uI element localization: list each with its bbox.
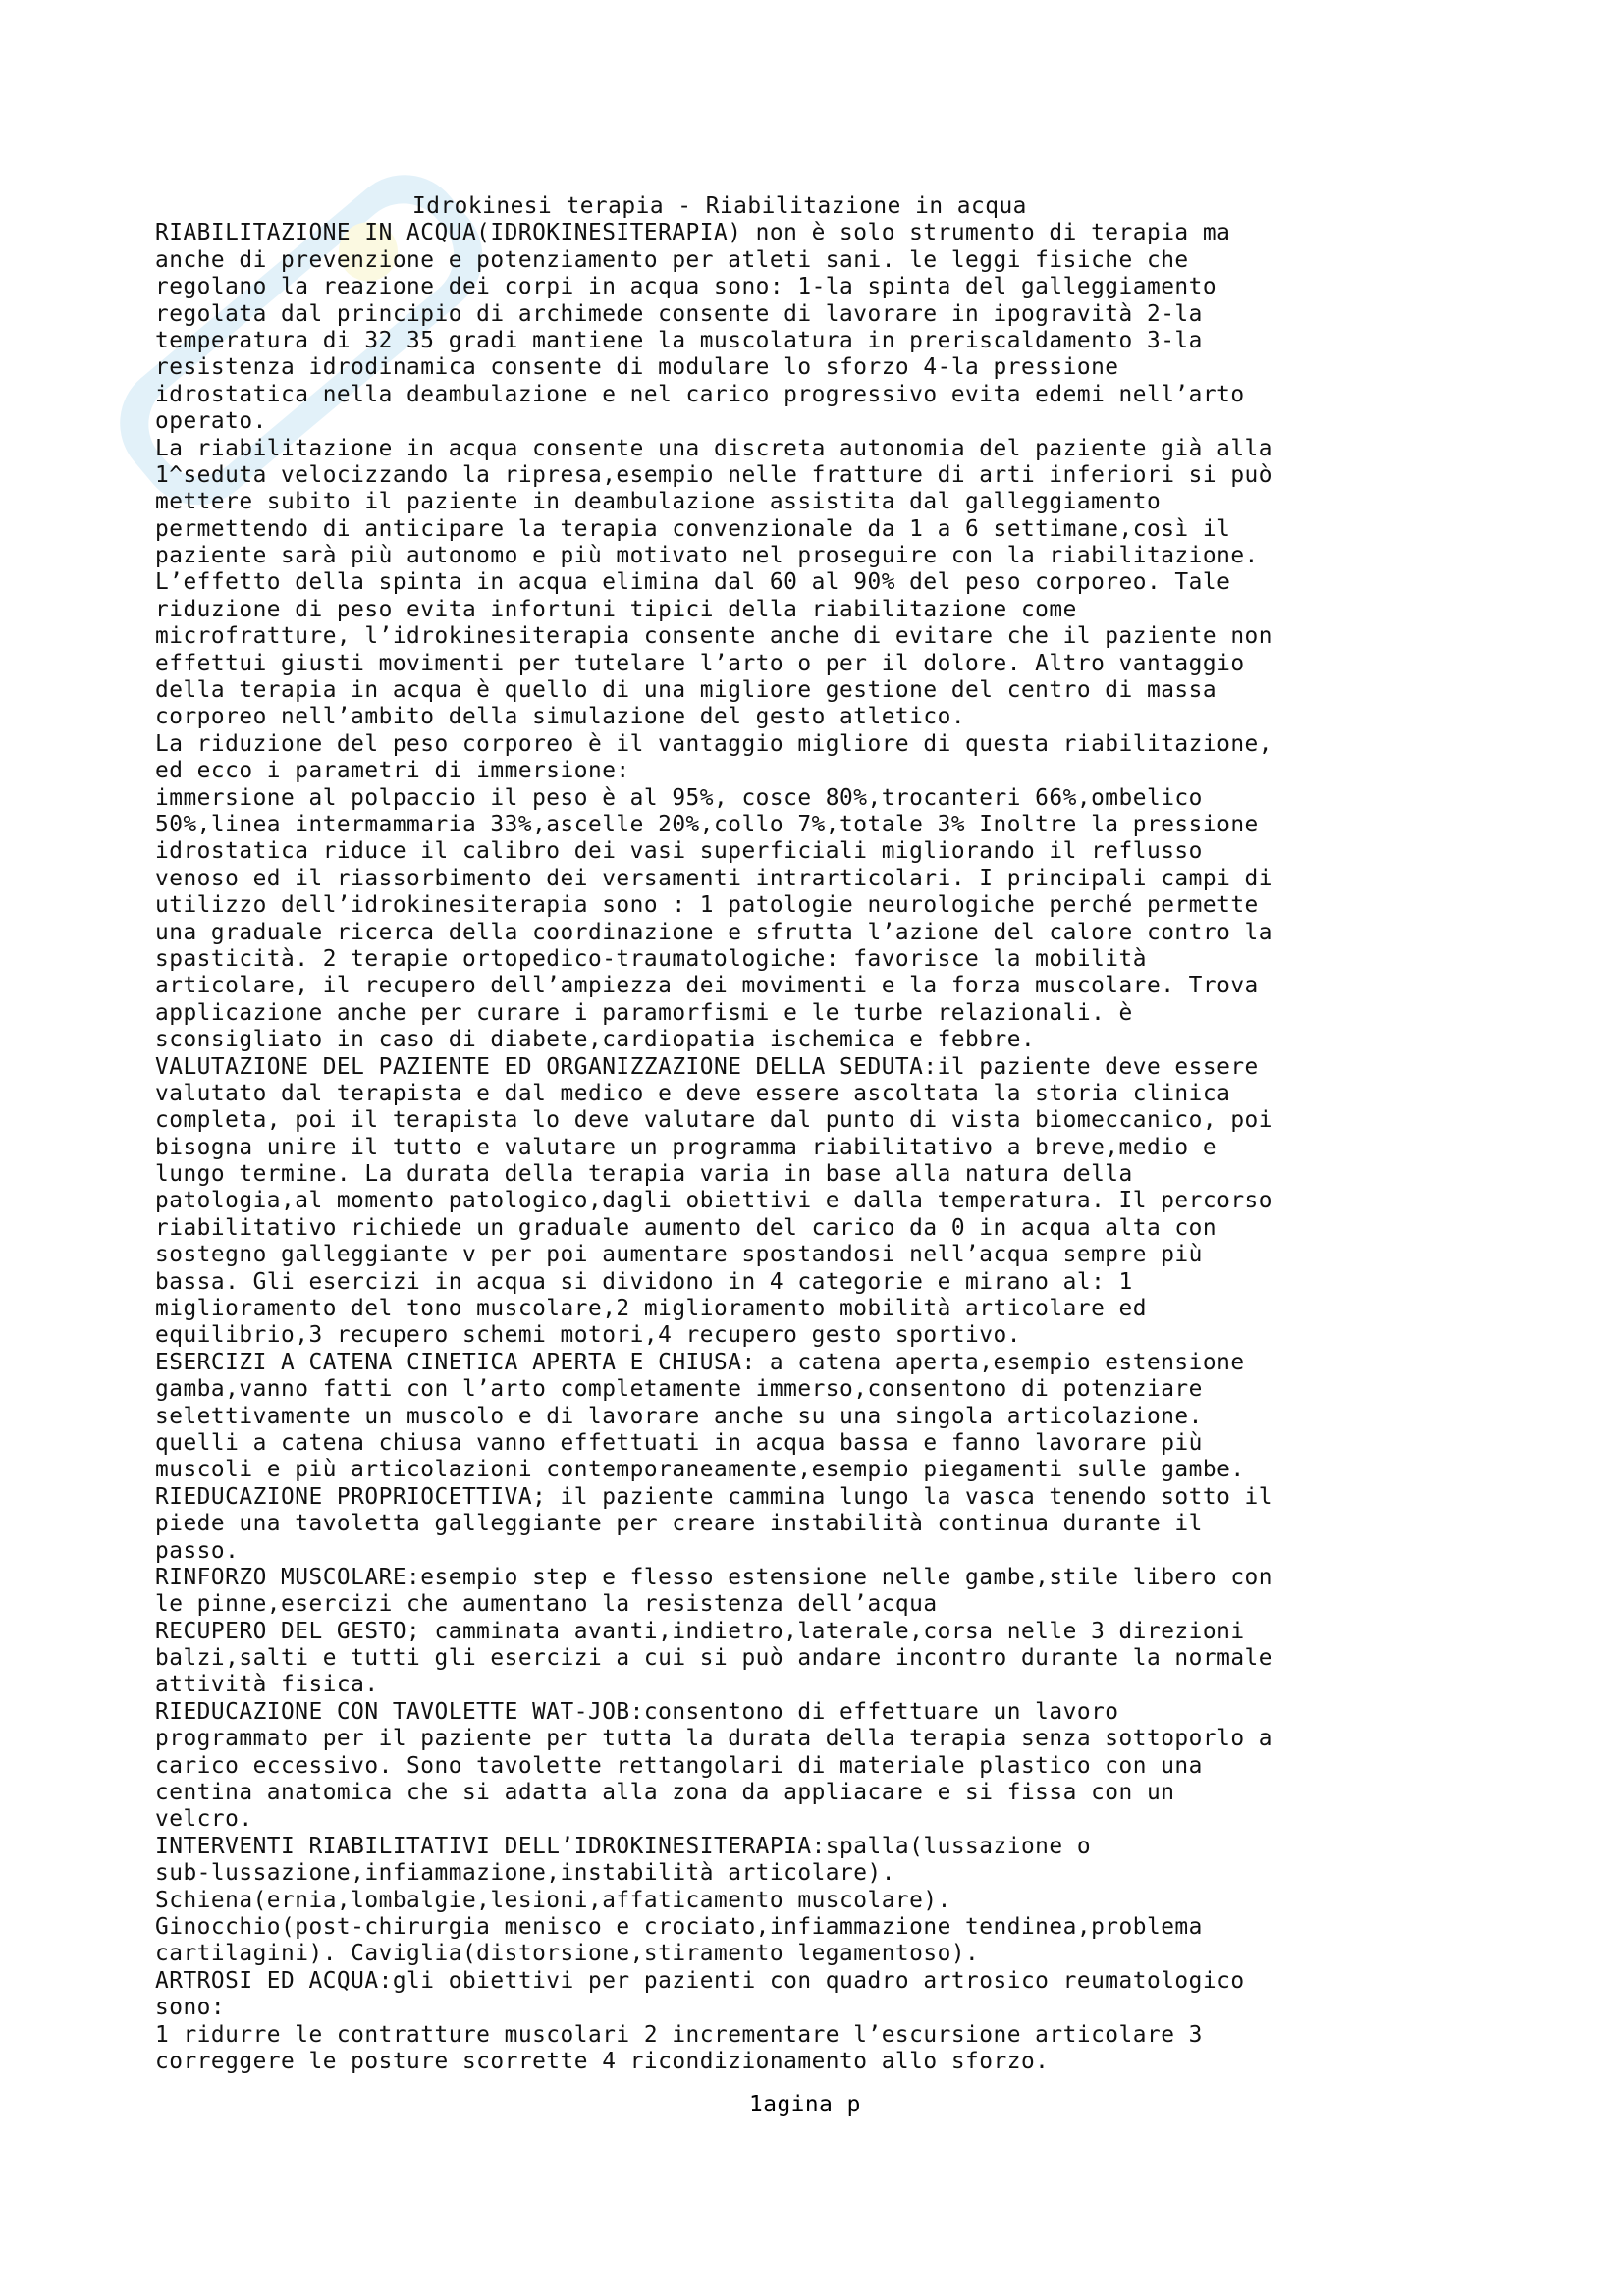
body-line: 1^seduta velocizzando la ripresa,esempio nelle fratture di arti inferiori si può — [155, 461, 1272, 488]
body-line: una graduale ricerca della coordinazione e sfrutta l’azione del calore contro la — [155, 919, 1272, 945]
body-line: spasticità. 2 terapie ortopedico-traumatologiche: favorisce la mobilità — [155, 945, 1147, 972]
body-line: temperatura di 32 35 gradi mantiene la muscolatura in preriscaldamento 3-la — [155, 327, 1203, 353]
body-line: valutato dal terapista e dal medico e deve essere ascoltata la storia clinica — [155, 1080, 1231, 1106]
body-line: RECUPERO DEL GESTO; camminata avanti,indietro,laterale,corsa nelle 3 direzioni — [155, 1618, 1245, 1644]
body-line: ARTROSI ED ACQUA:gli obiettivi per pazienti con quadro artrosico reumatologico — [155, 1967, 1245, 1994]
document-title: Idrokinesi terapia - Riabilitazione in acqua — [412, 193, 1027, 219]
body-line: immersione al polpaccio il peso è al 95%, cosce 80%,trocanteri 66%,ombelico — [155, 784, 1203, 811]
body-line: riabilitativo richiede un graduale aumento del carico da 0 in acqua alta con — [155, 1214, 1217, 1241]
body-line: completa, poi il terapista lo deve valutare dal punto di vista biomeccanico, poi — [155, 1107, 1272, 1134]
body-line: mettere subito il paziente in deambulazione assistita dal galleggiamento — [155, 489, 1162, 515]
document-page — [155, 193, 1476, 2075]
body-line: attività fisica. — [155, 1672, 379, 1698]
body-line: La riabilitazione in acqua consente una discreta autonomia del paziente già alla — [155, 435, 1272, 461]
body-line: sostegno galleggiante v per poi aumentare spostandosi nell’acqua sempre più — [155, 1242, 1203, 1268]
body-line: Ginocchio(post-chirurgia menisco e crociato,infiammazione tendinea,problema — [155, 1914, 1203, 1940]
body-line: articolare, il recupero dell’ampiezza dei movimenti e la forza muscolare. Trova — [155, 973, 1259, 999]
body-line: RINFORZO MUSCOLARE:esempio step e flesso estensione nelle gambe,stile libero con — [155, 1564, 1272, 1590]
body-line: muscoli e più articolazioni contemporaneamente,esempio piegamenti sulle gambe. — [155, 1457, 1245, 1483]
body-line: equilibrio,3 recupero schemi motori,4 recupero gesto sportivo. — [155, 1322, 1021, 1349]
body-line: patologia,al momento patologico,dagli obiettivi e dalla temperatura. Il percorso — [155, 1188, 1272, 1214]
body-line: utilizzo dell’idrokinesiterapia sono : 1 patologie neurologiche perché permette — [155, 892, 1259, 919]
body-line: permettendo di anticipare la terapia convenzionale da 1 a 6 settimane,così il — [155, 515, 1231, 542]
body-line: bassa. Gli esercizi in acqua si dividono in 4 categorie e mirano al: 1 — [155, 1268, 1133, 1295]
body-line: miglioramento del tono muscolare,2 miglioramento mobilità articolare ed — [155, 1296, 1147, 1322]
body-line: passo. — [155, 1537, 240, 1564]
body-line: applicazione anche per curare i paramorfismi e le turbe relazionali. è — [155, 999, 1133, 1026]
body-line: selettivamente un muscolo e di lavorare anche su una singola articolazione. — [155, 1403, 1203, 1429]
body-line: INTERVENTI RIABILITATIVI DELL’IDROKINESITERAPIA:spalla(lussazione o — [155, 1833, 1092, 1859]
body-line: velcro. — [155, 1806, 253, 1833]
page-footer: 1agina p — [749, 2092, 861, 2117]
body-line: idrostatica riduce il calibro dei vasi superficiali migliorando il reflusso — [155, 838, 1203, 865]
body-line: L’effetto della spinta in acqua elimina dal 60 al 90% del peso corporeo. Tale — [155, 569, 1231, 596]
body-line: operato. — [155, 408, 267, 435]
body-line: centina anatomica che si adatta alla zona da appliacare e si fissa con un — [155, 1780, 1175, 1806]
body-line: resistenza idrodinamica consente di modulare lo sforzo 4-la pressione — [155, 354, 1119, 381]
body-line: regolano la reazione dei corpi in acqua sono: 1-la spinta del galleggiamento — [155, 274, 1217, 300]
body-line: le pinne,esercizi che aumentano la resistenza dell’acqua — [155, 1591, 938, 1618]
body-line: riduzione di peso evita infortuni tipici della riabilitazione come — [155, 596, 1077, 622]
body-line: corporeo nell’ambito della simulazione del gesto atletico. — [155, 704, 966, 730]
body-line: microfratture, l’idrokinesiterapia consente anche di evitare che il paziente non — [155, 623, 1272, 650]
body-line: sub-lussazione,infiammazione,instabilità articolare). — [155, 1860, 895, 1887]
body-line: 50%,linea intermammaria 33%,ascelle 20%,collo 7%,totale 3% Inoltre la pressione — [155, 811, 1259, 837]
body-line: venoso ed il riassorbimento dei versamenti intrarticolari. I principali campi di — [155, 865, 1272, 891]
body-line: bisogna unire il tutto e valutare un programma riabilitativo a breve,medio e — [155, 1134, 1217, 1160]
body-line: RIEDUCAZIONE CON TAVOLETTE WAT-JOB:consentono di effettuare un lavoro — [155, 1698, 1119, 1725]
body-line: balzi,salti e tutti gli esercizi a cui si può andare incontro durante la normale — [155, 1645, 1272, 1672]
body-line: Schiena(ernia,lombalgie,lesioni,affaticamento muscolare). — [155, 1887, 951, 1913]
body-line: della terapia in acqua è quello di una migliore gestione del centro di massa — [155, 677, 1217, 704]
body-line: anche di prevenzione e potenziamento per atleti sani. le leggi fisiche che — [155, 246, 1189, 273]
body-line: La riduzione del peso corporeo è il vantaggio migliore di questa riabilitazione, — [155, 730, 1272, 757]
body-line: lungo termine. La durata della terapia varia in base alla natura della — [155, 1161, 1133, 1188]
body-line: cartilagini). Caviglia(distorsione,stiramento legamentoso). — [155, 1941, 980, 1967]
body-line: carico eccessivo. Sono tavolette rettangolari di materiale plastico con una — [155, 1752, 1203, 1779]
body-line: idrostatica nella deambulazione e nel carico progressivo evita edemi nell’arto — [155, 381, 1245, 407]
body-line: piede una tavoletta galleggiante per creare instabilità continua durante il — [155, 1511, 1203, 1537]
body-line: paziente sarà più autonomo e più motivato nel proseguire con la riabilitazione. — [155, 543, 1259, 569]
body-line: ed ecco i parametri di immersione: — [155, 758, 630, 784]
body-line: regolata dal principio di archimede consente di lavorare in ipogravità 2-la — [155, 300, 1203, 327]
body-line: VALUTAZIONE DEL PAZIENTE ED ORGANIZZAZIONE DELLA SEDUTA:il paziente deve essere — [155, 1053, 1259, 1080]
body-line: ESERCIZI A CATENA CINETICA APERTA E CHIUSA: a catena aperta,esempio estensione — [155, 1349, 1245, 1375]
body-line: effettui giusti movimenti per tutelare l’arto o per il dolore. Altro vantaggio — [155, 650, 1245, 676]
body-line: correggere le posture scorrette 4 ricondizionamento allo sforzo. — [155, 2048, 1050, 2074]
body-line: sconsigliato in caso di diabete,cardiopatia ischemica e febbre. — [155, 1027, 1036, 1053]
body-line: programmato per il paziente per tutta la durata della terapia senza sottoporlo a — [155, 1726, 1272, 1752]
document-body — [155, 220, 1476, 2075]
body-line: gamba,vanno fatti con l’arto completamente immerso,consentono di potenziare — [155, 1376, 1203, 1403]
body-line: 1 ridurre le contratture muscolari 2 incrementare l’escursione articolare 3 — [155, 2021, 1203, 2048]
body-line: quelli a catena chiusa vanno effettuati in acqua bassa e fanno lavorare più — [155, 1429, 1203, 1456]
body-line: RIABILITAZIONE IN ACQUA(IDROKINESITERAPIA) non è solo strumento di terapia ma — [155, 220, 1231, 246]
body-line: sono: — [155, 1995, 226, 2021]
body-line: RIEDUCAZIONE PROPRIOCETTIVA; il paziente cammina lungo la vasca tenendo sotto il — [155, 1483, 1272, 1510]
